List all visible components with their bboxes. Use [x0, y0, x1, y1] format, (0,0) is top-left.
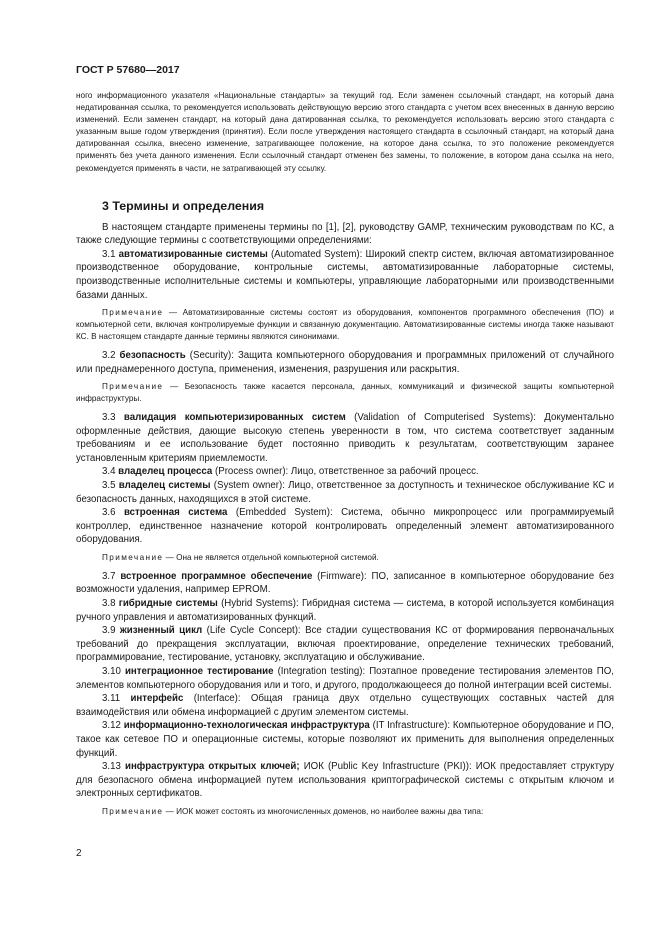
term-name: встроенное программное обеспечение	[120, 570, 313, 582]
term-name: валидация компьютеризированных систем	[123, 411, 346, 423]
term-3-4: 3.4 владелец процесса (Process owner): Лицо, ответственное за рабочий процесс.	[102, 466, 479, 478]
term-3-7: 3.7 встроенное программное обеспечение (Firmware): ПО, записанное в компьютерное оборудование без возможности удаления, например EPROM.	[76, 570, 614, 596]
term-3-9: 3.9 жизненный цикл (Life Cycle Concept): Все стадии существования КС от формирования первоначальных требований до прекращения эксплуатации, включая проектирование, определение технических требований, программирование, тестирование, установку, эксплуатацию и обслуживание.	[76, 625, 614, 664]
term-name: жизненный цикл	[119, 625, 203, 637]
term-name: инфраструктура открытых ключей;	[124, 761, 300, 773]
term-3-11: 3.11 интерфейс (Interface): Общая граница двух отдельно существующих составных частей для взаимодействия или обмена информацией с другим элементом системы.	[76, 693, 614, 718]
note-1: Примечание — Автоматизированные системы состоят из оборудования, компонентов программного обеспечения (ПО) и компьютерной сети, включая контролируемые функции и связанную документацию. Автоматизированные системы иногда также называют КС. В настоящем стандарте данные термины являются синонимами.	[76, 308, 614, 342]
term-name: владелец процесса	[118, 466, 213, 478]
note-3: Примечание — Она не является отдельной компьютерной системой.	[102, 552, 379, 562]
page-number: 2	[76, 848, 82, 859]
term-name: интерфейс	[130, 693, 184, 705]
term-3-13: 3.13 инфраструктура открытых ключей; ИОК (Public Key Infrastructure (PKI)): ИОК предоставляет структуру для безопасного обмена информацией путем использования криптографической системы с открытым ключом и электронных сертификатов.	[76, 761, 615, 800]
term-3-10: 3.10 интеграционное тестирование (Integration testing): Поэтапное проведение тестирования элементов ПО, элементов компьютерного оборудования или и того, и другого, продолжающееся до полной интеграции всей системы.	[76, 665, 614, 691]
document-body	[76, 90, 614, 824]
term-3-3: 3.3 валидация компьютеризированных систем (Validation of Computerised Systems): Документально оформленные действия, дающие высокую степень уверенности в том, что система соответствует заданным требованиям и ее использование будет постоянно приводить к результатам, соответствующим заранее установленным критериям приемлемости.	[76, 411, 614, 464]
term-name: информационно-технологическая инфраструктура	[123, 720, 370, 732]
doc-header: ГОСТ Р 57680—2017	[76, 64, 180, 76]
term-3-1: 3.1 автоматизированные системы (Automated System): Широкий спектр систем, включая автоматизированное производственное оборудование, контрольные системы, автоматизированные лабораторные системы, производственные исполнительные системы и компьютеры, управляющие лабораторными или производственными базами данных.	[76, 248, 614, 301]
term-name: владелец системы	[118, 479, 211, 491]
term-name: интеграционное тестирование	[124, 665, 274, 677]
term-name: гибридные системы	[118, 597, 218, 609]
intro-paragraph: ного информационного указателя «Национальные стандарты» за текущий год. Если заменен ссылочный стандарт, на который дана недатированная ссылка, то рекомендуется использовать действующую версию этого стандарта с учетом всех внесенных в данную версию изменений. Если заменен стандарт, на который дана датированная ссылка, то рекомендуется использовать версию этого стандарта с указанным выше годом утверждения (принятия). Если после утверждения настоящего стандарта в ссылочный стандарт, на который дана датированная ссылка, внесено изменение, затрагивающее положение, на которое дана ссылка, то это положение рекомендуется применять без учета данного изменения. Если ссылочный стандарт отменен без замены, то положение, в котором дана ссылка на него, рекомендуется применять в части, не затрагивающей эту ссылку.	[76, 91, 614, 173]
term-name: встроенная система	[123, 507, 228, 519]
term-3-5: 3.5 владелец системы (System owner): Лицо, ответственное за доступность и техническое обслуживание КС и безопасность данных, находящихся в этой системе.	[76, 479, 614, 505]
term-name: безопасность	[119, 349, 186, 361]
term-3-6: 3.6 встроенная система (Embedded System): Система, обычно микропроцесс или программируемый контроллер, единственное назначение которой контролировать определенный элемент автоматизированного оборудования.	[76, 507, 614, 546]
section-lead: В настоящем стандарте применены термины по [1], [2], руководству GAMP, техническим руководствам по КС, а также следующие термины с соответствующими определениями:	[76, 221, 614, 247]
note-4: Примечание — ИОК может состоять из многочисленных доменов, но наиболее важны два типа:	[102, 806, 484, 816]
note-2: Примечание — Безопасность также касается персонала, данных, коммуникаций и физической защиты компьютерной инфраструктуры.	[76, 382, 614, 404]
term-3-12: 3.12 информационно-технологическая инфраструктура (IT Infrastructure): Компьютерное оборудование и ПО, такое как сетевое ПО и операционные системы, которые позволяют их применить для выполнения определенных функций.	[76, 720, 614, 759]
term-3-2: 3.2 безопасность (Security): Защита компьютерного оборудования и программных приложений от случайного или преднамеренного доступа, применения, изменения, разрушения или раскрытия.	[76, 349, 614, 375]
term-3-8: 3.8 гибридные системы (Hybrid Systems): Гибридная система — система, в которой используется комбинация ручного управления и автоматизированных функций.	[76, 597, 614, 623]
section-title: 3 Термины и определения	[102, 198, 265, 213]
term-name: автоматизированные системы	[118, 248, 268, 260]
